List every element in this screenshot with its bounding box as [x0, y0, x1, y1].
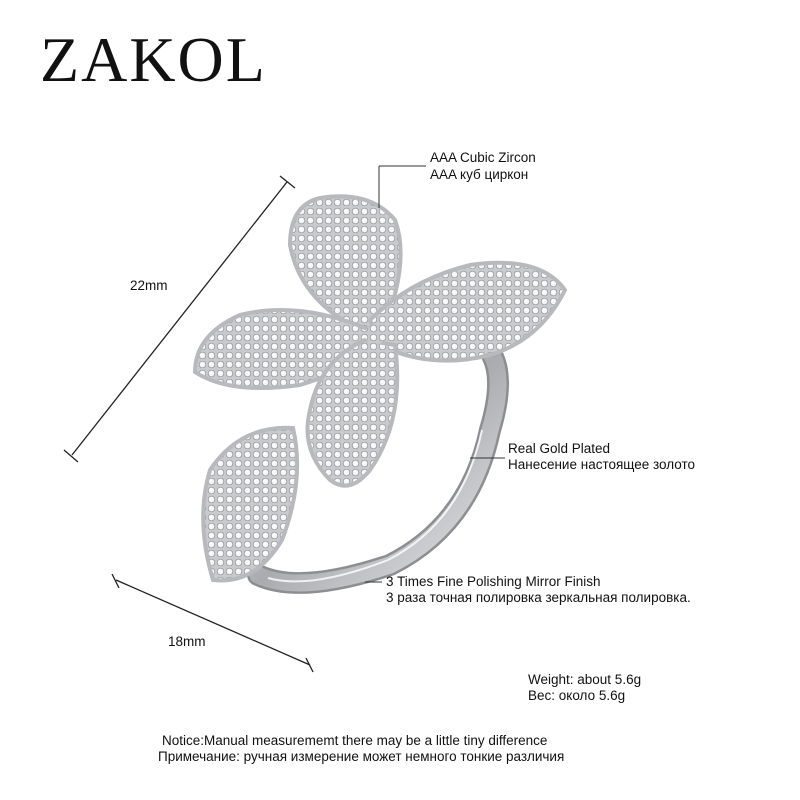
- leaf-stone: [203, 428, 297, 581]
- width-label: 18mm: [168, 634, 206, 649]
- zircon-callout-ru: AAA куб циркон: [430, 167, 529, 182]
- plating-callout-ru: Нанесение настоящее золото: [508, 457, 696, 472]
- height-label: 22mm: [130, 278, 168, 293]
- plating-callout-en: Real Gold Plated: [508, 441, 611, 456]
- zircon-callout-en: AAA Cubic Zircon: [430, 150, 536, 165]
- finish-callout-ru: 3 раза точная полировка зеркальная полировка.: [386, 590, 691, 605]
- notice-ru: Примечание: ручная измерение может немного тонкие различия: [158, 749, 565, 764]
- notice-en: Notice:Manual measurememt there may be a little tiny difference: [162, 733, 548, 748]
- finish-callout-en: 3 Times Fine Polishing Mirror Finish: [386, 574, 601, 589]
- weight-en: Weight: about 5.6g: [528, 672, 642, 687]
- weight-ru: Вес: около 5.6g: [528, 688, 626, 703]
- brand-logo: ZAKOL: [40, 24, 267, 95]
